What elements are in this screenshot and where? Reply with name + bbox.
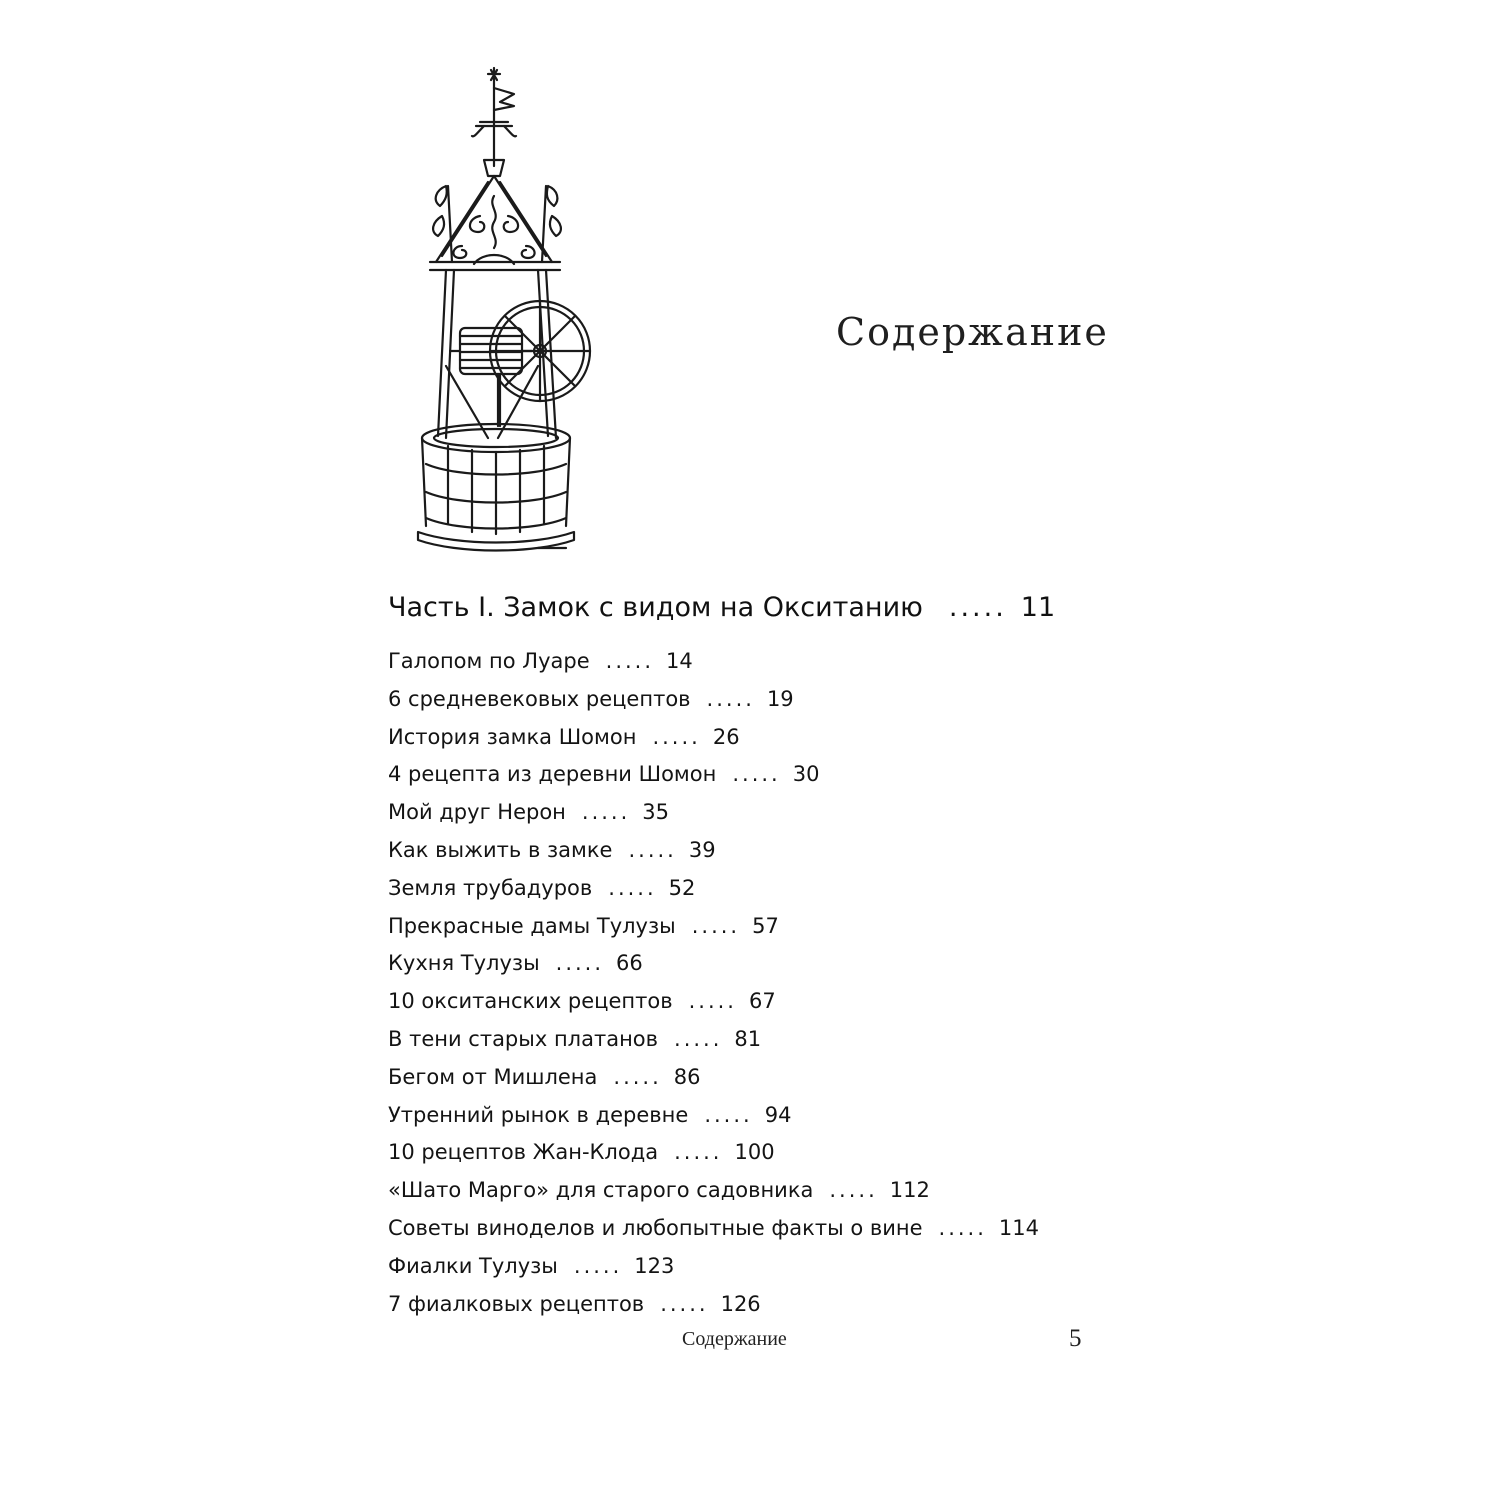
toc-leader-dots: ..... [613,1064,662,1089]
toc-entry-page: 114 [998,1215,1040,1240]
toc-entry-label: Утренний рынок в деревне [388,1102,689,1127]
toc-entry[interactable] [388,1248,1039,1286]
toc-entry-page: 67 [748,989,776,1014]
toc-entry[interactable] [388,1286,1039,1324]
toc-leader-dots: ..... [660,1291,709,1316]
toc-leader-dots: ..... [605,649,655,673]
toc-entry[interactable] [388,1059,1039,1097]
toc-entry[interactable] [388,832,1039,870]
toc-entry-page: 100 [734,1140,775,1165]
toc-entry[interactable] [388,643,1039,681]
toc-entry[interactable] [388,681,1039,719]
well-illustration [388,66,604,556]
toc-entry-label: 10 окситанских рецептов [388,989,673,1014]
toc-entry-label: Фиалки Тулузы [388,1253,558,1278]
toc-leader-dots: ..... [652,724,701,749]
toc-part-heading[interactable] [388,592,1055,623]
toc-list [388,643,1039,1323]
toc-entry-label: Как выжить в замке [388,837,613,862]
toc-entry[interactable] [388,983,1039,1021]
toc-leader-dots: ..... [555,951,605,976]
toc-entry-label: 7 фиалковых рецептов [388,1291,645,1316]
toc-entry[interactable] [388,1134,1039,1172]
toc-entry-page: 123 [634,1253,675,1278]
toc-leader-dots: ..... [732,762,781,787]
toc-leader-dots: ..... [573,1253,623,1278]
toc-entry-label: Земля трубадуров [388,875,593,900]
toc-leader-dots: ..... [704,1102,753,1127]
toc-entry-page: 14 [666,649,693,673]
toc-leader-dots: ..... [581,800,631,825]
toc-entry-label: 10 рецептов Жан-Клода [388,1140,659,1165]
toc-leader-dots: ..... [688,989,737,1014]
toc-entry[interactable] [388,945,1039,983]
toc-leader-dots: ..... [674,1140,723,1165]
toc-entry-page: 19 [766,686,794,711]
toc-entry-label: Бегом от Мишлена [388,1064,598,1089]
toc-leader-dots: ..... [829,1178,878,1203]
toc-entry-label: Советы виноделов и любопытные факты о вине [388,1215,923,1240]
toc-entry[interactable] [388,719,1039,757]
toc-entry-page: 126 [720,1291,761,1316]
toc-entry-label: Прекрасные дамы Тулузы [388,913,676,938]
toc-entry[interactable] [388,870,1039,908]
toc-leader-dots: ..... [948,592,1007,623]
toc-entry-page: 26 [712,724,740,749]
toc-entry[interactable] [388,1097,1039,1135]
toc-entry[interactable] [388,756,1039,794]
running-head: Содержание [682,1328,787,1350]
toc-entry[interactable] [388,908,1039,946]
toc-entry-label: 4 рецепта из деревни Шомон [388,762,717,787]
toc-entry[interactable] [388,1021,1039,1059]
toc-leader-dots: ..... [628,837,677,862]
toc-entry-label: Кухня Тулузы [388,951,540,976]
toc-entry-label: 6 средневековых рецептов [388,686,691,711]
toc-leader-dots: ..... [674,1026,723,1051]
toc-entry[interactable] [388,1210,1039,1248]
toc-entry[interactable] [388,794,1039,832]
toc-leader-dots: ..... [706,686,755,711]
toc-entry-label: В тени старых платанов [388,1026,659,1051]
toc-entry[interactable] [388,1172,1039,1210]
toc-entry-page: 39 [688,837,716,862]
toc-entry-page: 86 [673,1064,701,1089]
toc-entry-page: 30 [792,762,820,787]
toc-part-page: 11 [1020,592,1056,623]
toc-leader-dots: ..... [938,1215,987,1240]
toc-entry-page: 81 [734,1026,762,1051]
toc-entry-page: 57 [752,913,779,938]
toc-entry-label: Мой друг Нерон [388,800,566,825]
page-number: 5 [1069,1325,1082,1352]
toc-entry-label: История замка Шомон [388,724,637,749]
toc-entry-page: 94 [764,1102,792,1127]
toc-leader-dots: ..... [608,875,657,900]
toc-entry-page: 52 [668,875,696,900]
toc-entry-page: 112 [889,1178,930,1203]
toc-entry-page: 66 [616,951,643,976]
page-title: Содержание [836,310,1109,354]
toc-entry-label: «Шато Марго» для старого садовника [388,1178,814,1203]
toc-entry-page: 35 [642,800,670,825]
toc-entry-label: Галопом по Луаре [388,649,590,673]
toc-part-label: Часть I. Замок с видом на Окситанию [388,592,923,623]
toc-leader-dots: ..... [691,913,741,938]
